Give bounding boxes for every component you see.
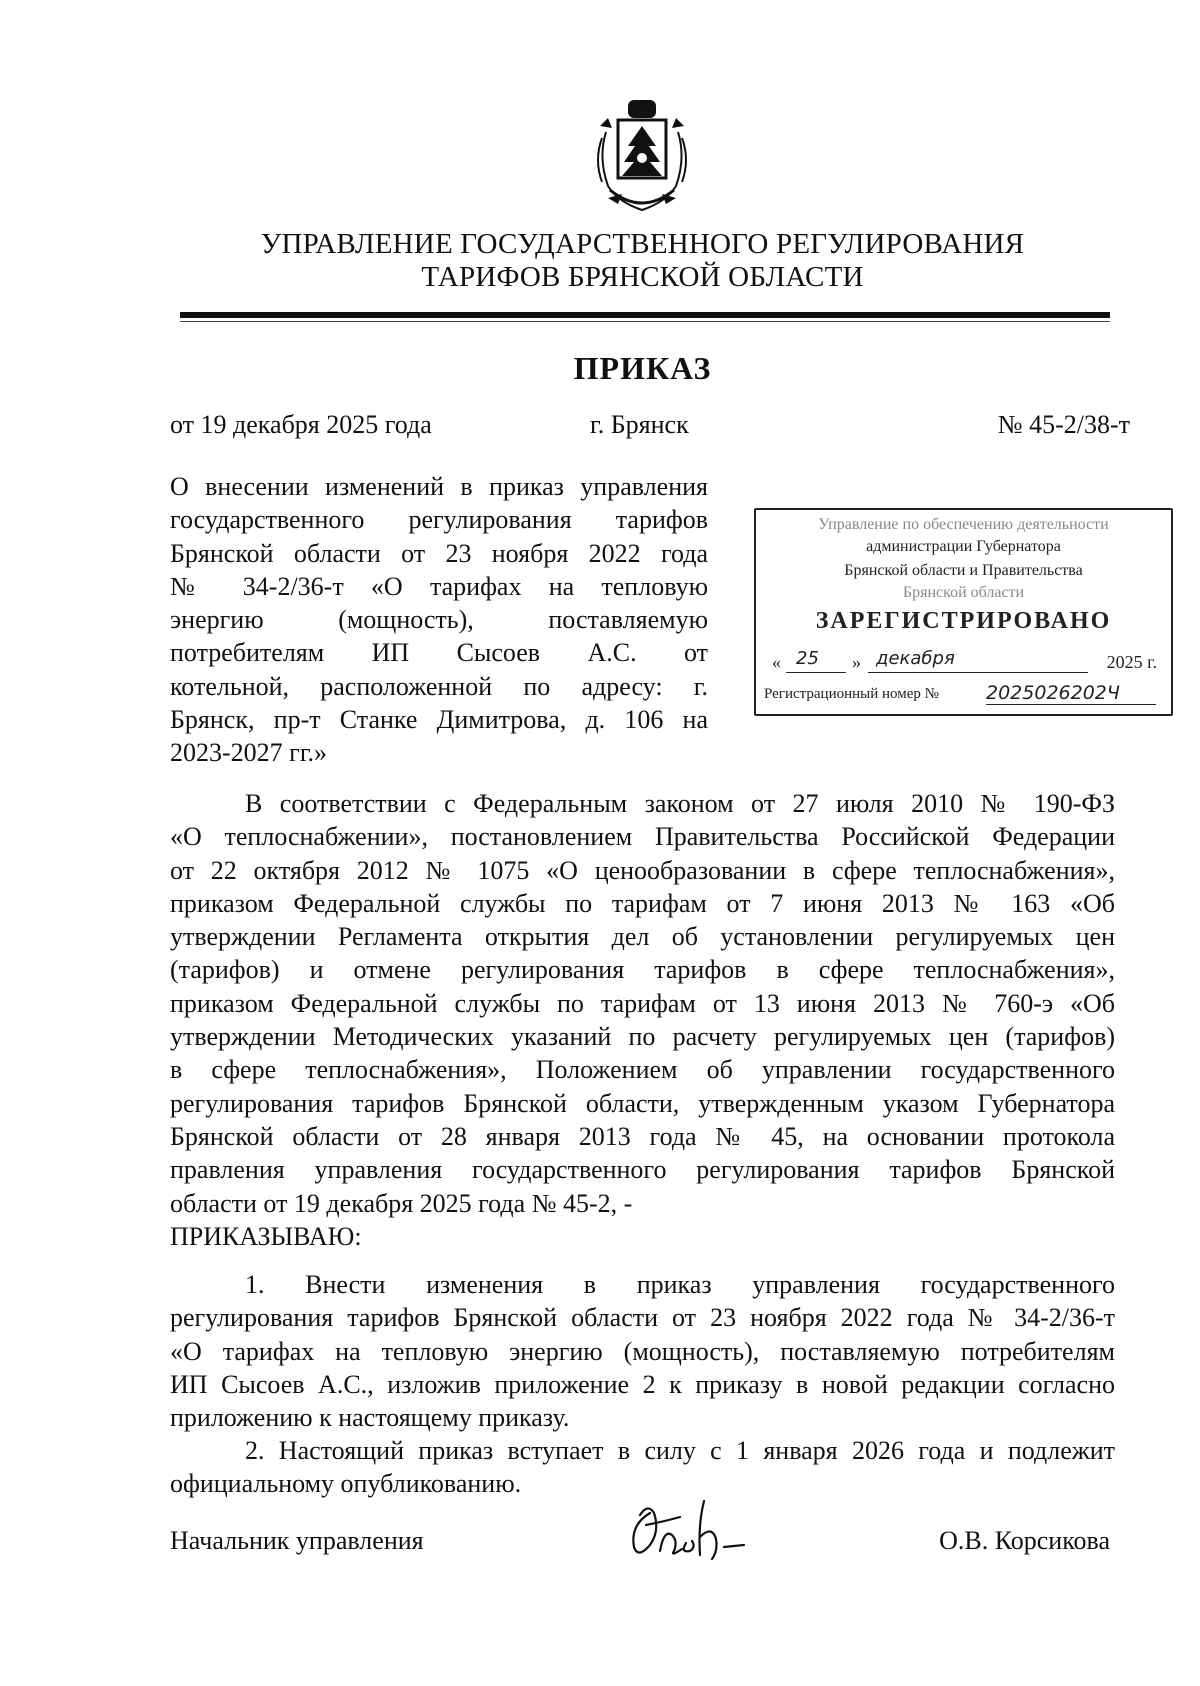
preamble-line: области от 19 декабря 2025 года № 45-2, - — [170, 1188, 633, 1218]
signature-icon — [620, 1495, 770, 1565]
signatory-position: Начальник управления — [170, 1526, 424, 1555]
stamp-line-4: Брянской области — [902, 584, 1025, 601]
subject-line: 2023-2027 гг.» — [170, 738, 328, 768]
subject-line: Брянск, пр-т Станке Димитрова, д. 106 на — [170, 705, 708, 735]
stamp-line-2: администрации Губернатора — [866, 538, 1061, 555]
stamp-day: 25 — [796, 648, 819, 669]
stamp-year: 2025 г. — [1106, 652, 1157, 672]
preamble-line: (тарифов) и отмене регулирования тарифов в сфере теплоснабжения», — [170, 955, 1115, 985]
preamble-line: в сфере теплоснабжения», Положением об управлении государственного — [170, 1055, 1115, 1085]
stamp-date-quote-close: » — [852, 652, 861, 672]
order-word: ПРИКАЗЫВАЮ: — [170, 1221, 362, 1251]
preamble-line: правления управления государственного регулирования тарифов Брянской — [170, 1155, 1115, 1185]
document-title: ПРИКАЗ — [573, 350, 712, 386]
preamble-line: приказом Федеральной службы по тарифам от 7 июня 2013 № 163 «Об — [170, 888, 1115, 918]
stamp-line-3: Брянской области и Правительства — [844, 562, 1083, 579]
header-rule-thin — [180, 321, 1110, 322]
stamp-regnum: 2025026202Ч — [986, 682, 1120, 704]
header-rule-thick — [180, 312, 1110, 318]
agency-name-line-2: ТАРИФОВ БРЯНСКОЙ ОБЛАСТИ — [421, 261, 864, 293]
stamp-date-row — [772, 648, 1157, 678]
preamble-line: утверждении Методических указаний по расчету регулируемых цен (тарифов) — [170, 1022, 1115, 1052]
preamble — [170, 787, 1115, 1253]
preamble-line: В соответствии с Федеральным законом от 27 июля 2010 № 190-ФЗ — [245, 789, 1115, 818]
preamble-line: приказом Федеральной службы по тарифам от 13 июня 2013 № 760-э «Об — [170, 988, 1115, 1018]
stamp-regnum-row — [764, 682, 1164, 708]
item-line: 2. Настоящий приказ вступает в силу с 1 января 2026 года и подлежит — [245, 1436, 1115, 1465]
agency-name — [170, 228, 1115, 294]
stamp-month: декабря — [876, 648, 955, 669]
item-line: ИП Сысоев А.С., изложив приложение 2 к приказу в новой редакции согласно — [170, 1369, 1115, 1399]
item-line: приложению к настоящему приказу. — [170, 1403, 570, 1433]
subject-line: О внесении изменений в приказ управления — [170, 472, 708, 501]
preamble-line: «О теплоснабжении», постановлением Правительства Российской Федерации — [170, 822, 1115, 852]
order-item-1 — [170, 1268, 1115, 1434]
item-line: «О тарифах на тепловую энергию (мощность), поставляемую потребителям — [170, 1336, 1115, 1366]
stamp-line-1: Управление по обеспечению деятельности — [818, 516, 1109, 533]
coat-of-arms-emblem — [588, 98, 696, 216]
item-line: регулирования тарифов Брянской области от 23 ноября 2022 года № 34-2/36-т — [170, 1303, 1115, 1333]
subject-line: потребителям ИП Сысоев А.С. от — [170, 638, 708, 668]
subject-line: № 34-2/36-т «О тарифах на тепловую — [170, 571, 708, 601]
subject-line: государственного регулирования тарифов — [170, 505, 708, 535]
stamp-regnum-label: Регистрационный номер № — [764, 686, 939, 702]
item-line: официальному опубликованию. — [170, 1469, 522, 1499]
order-date: от 19 декабря 2025 года — [170, 410, 432, 439]
signatory-name: О.В. Корсикова — [939, 1526, 1110, 1555]
stamp-date-quote-open: « — [772, 652, 781, 672]
preamble-line: от 22 октября 2012 № 1075 «О ценообразовании в сфере теплоснабжения», — [170, 855, 1115, 885]
item-line: 1. Внести изменения в приказ управления государственного — [245, 1270, 1115, 1299]
preamble-line: утверждении Регламента открытия дел об установлении регулируемых цен — [170, 922, 1115, 952]
order-subject — [170, 470, 708, 770]
order-city: г. Брянск — [590, 410, 689, 439]
order-number: № 45-2/38-т — [997, 410, 1130, 439]
preamble-line: регулирования тарифов Брянской области, утвержденным указом Губернатора — [170, 1088, 1115, 1118]
subject-line: котельной, расположенной по адресу: г. — [170, 671, 708, 701]
registration-stamp — [754, 508, 1173, 716]
order-item-2 — [170, 1434, 1115, 1501]
stamp-registered: ЗАРЕГИСТРИРОВАНО — [815, 608, 1112, 634]
subject-line: энергию (мощность), поставляемую — [170, 605, 708, 635]
preamble-line: Брянской области от 28 января 2013 года № 45, на основании протокола — [170, 1121, 1115, 1151]
subject-line: Брянской области от 23 ноября 2022 года — [170, 538, 708, 568]
agency-name-line-1: УПРАВЛЕНИЕ ГОСУДАРСТВЕННОГО РЕГУЛИРОВАНИЯ — [260, 228, 1025, 260]
